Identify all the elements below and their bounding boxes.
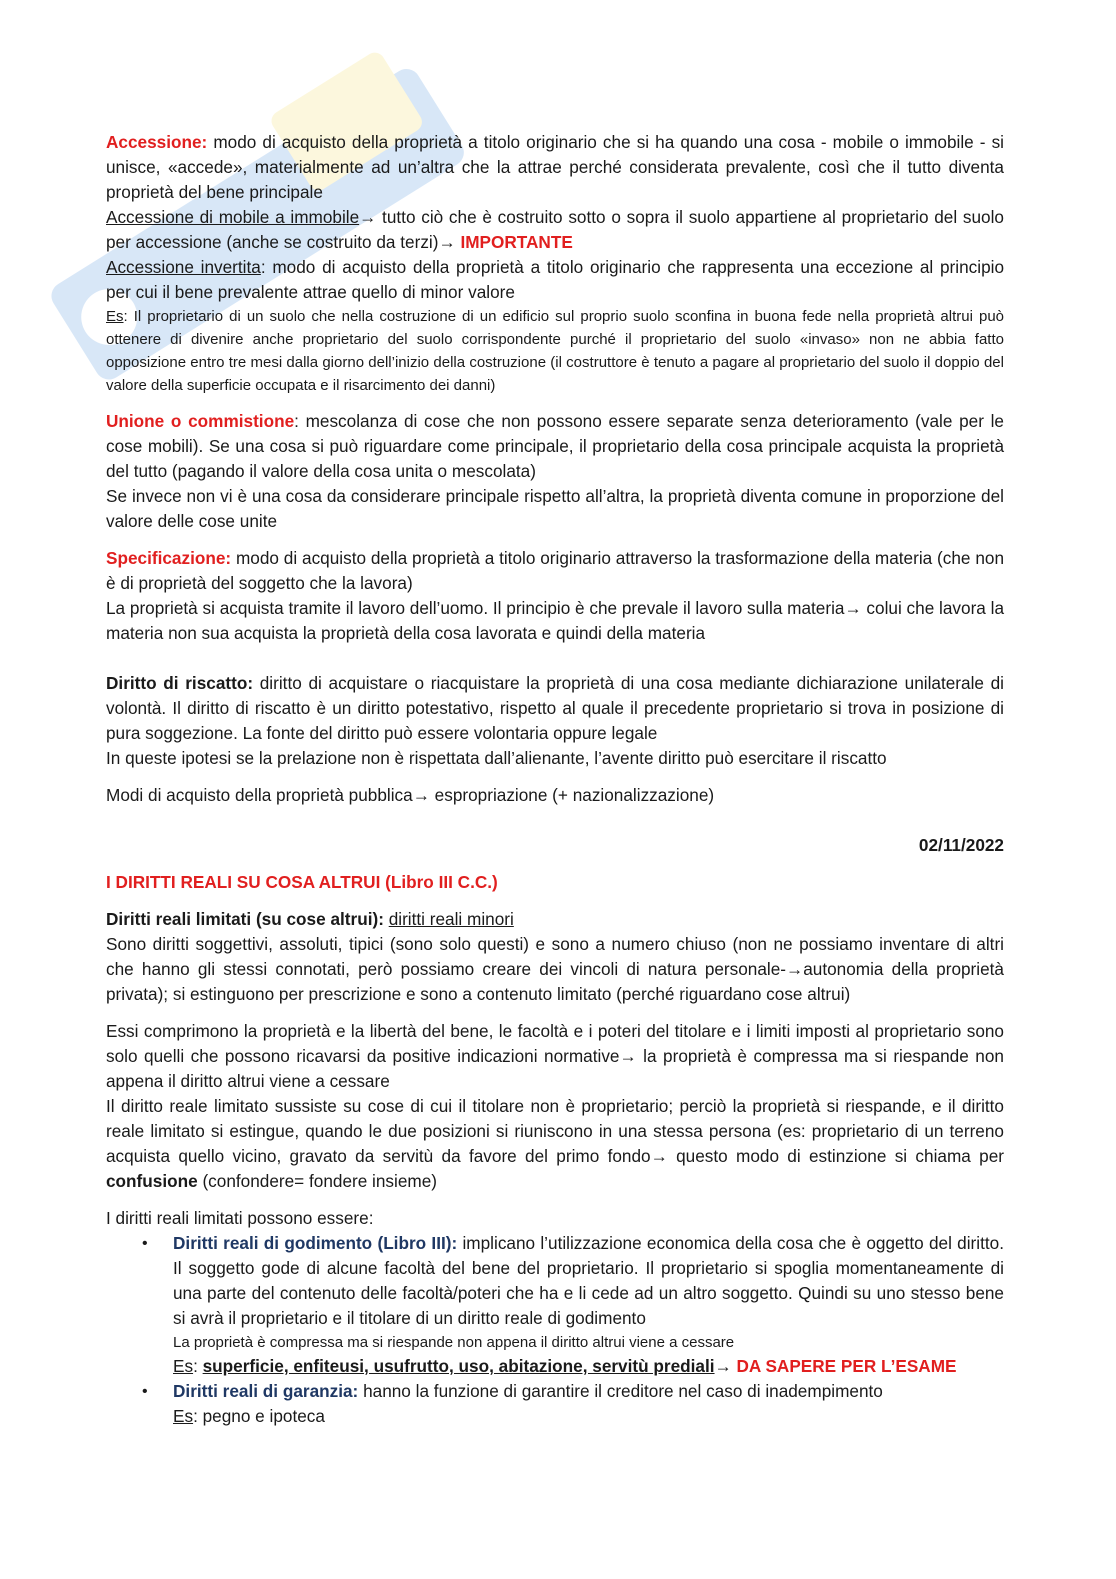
bullet-icon: • [142, 1235, 148, 1252]
example-list: superficie, enfiteusi, usufrutto, uso, abitazione, servitù prediali [202, 1356, 715, 1376]
arrow-icon: → [844, 598, 862, 618]
term-garanzia: Diritti reali di garanzia: [173, 1381, 359, 1401]
subterm-diritti-minori: diritti reali minori [388, 909, 514, 929]
label-es: Es [106, 308, 124, 325]
paragraph-accessione-mobile: Accessione di mobile a immobile→ tutto ciò che è costruito sotto o sopra il suolo appartiene al proprietario del suolo per accessione (anche se costruito da terzi)→ IMPORTANTE [106, 207, 1004, 252]
paragraph-unione-2: Se invece non vi è una cosa da considerare principale rispetto all’altra, la proprietà diventa comune in proporzione del valore delle cose unite [106, 486, 1004, 531]
term-godimento: Diritti reali di godimento (Libro III): [173, 1233, 458, 1253]
paragraph-comprimono: Essi comprimono la proprietà e la libertà del bene, le facoltà e i poteri del titolare e i limiti imposti al proprietario sono solo quelli che possono ricavarsi da positive indicazioni normative→ la proprietà è compressa ma si riespande non appena il diritto altrui viene a cessare [106, 1021, 1004, 1091]
example-godimento: Es: superficie, enfiteusi, usufrutto, uso, abitazione, servitù prediali→ DA SAPERE PER L’ESAME [173, 1356, 957, 1376]
paragraph-possono-essere: I diritti reali limitati possono essere: [106, 1208, 374, 1228]
paragraph-sussiste: Il diritto reale limitato sussiste su cose di cui il titolare non è proprietario; perciò la proprietà si riespande, e il diritto reale limitato si estingue, quando le due posizioni si riuniscono in una stessa persona (es: proprietario di un terreno acquista quello vicino, gravato da servitù da favore del primo fondo→ questo modo di estinzione si chiama per confusione (confondere= fondere insieme) [106, 1096, 1004, 1191]
paragraph-diritti-limitati-2: Sono diritti soggettivi, assoluti, tipici (sono solo questi) e sono a numero chiuso (non ne possiamo inventare di altri che hanno gli stessi connotati, però possiamo creare dei vincoli di natura personale-→autonomia della proprietà privata); si estinguono per prescrizione e sono a contenuto limitato (perché riguardano cose altrui) [106, 934, 1004, 1004]
date-label: 02/11/2022 [918, 835, 1004, 855]
term-specificazione: Specificazione: [106, 548, 232, 568]
term-riscatto: Diritto di riscatto: [106, 673, 254, 693]
arrow-icon: → [714, 1356, 732, 1376]
arrow-icon: → [650, 1146, 668, 1166]
note-proprieta-compressa: La proprietà è compressa ma si riespande non appena il diritto altrui viene a cessare [173, 1334, 735, 1351]
bullet-list [106, 1231, 1004, 1429]
paragraph-esempio-sconfinamento: Es: Il proprietario di un suolo che nella costruzione di un edificio sul proprio suolo sconfina in buona fede nella proprietà altrui può ottenere di divenire anche proprietario del suolo corrispondente purché il proprietario del suolo «invaso» non ne abbia fatto opposizione entro tre mesi dalla giorno dell’inizio della costruzione (il costruttore è tenuto a pagare al proprietario del suolo il doppio del valore della superficie occupata e il risarcimento dei danni) [106, 308, 1004, 394]
paragraph-specificazione-2: La proprietà si acquista tramite il lavoro dell’uomo. Il principio è che prevale il lavoro sulla materia→ colui che lavora la materia non sua acquista la proprietà della cosa lavorata e quindi della materia [106, 598, 1005, 643]
term-confusione: confusione [106, 1171, 198, 1191]
paragraph-riscatto-2: In queste ipotesi se la prelazione non è rispettata dall’alienante, l’avente diritto può esercitare il riscatto [106, 748, 887, 768]
label-es: Es [173, 1356, 194, 1376]
term-accessione-invertita: Accessione invertita [106, 257, 261, 277]
arrow-icon: → [438, 232, 456, 252]
arrow-icon: → [359, 207, 377, 227]
document-page [106, 130, 1004, 1429]
term-accessione-mobile: Accessione di mobile a immobile [106, 207, 360, 227]
list-item-garanzia: • Diritti reali di garanzia: hanno la funzione di garantire il creditore nel caso di inadempimento Es: pegno e ipoteca [173, 1379, 1004, 1429]
term-unione: Unione o commistione [106, 411, 295, 431]
label-es: Es [173, 1406, 194, 1426]
term-accessione: Accessione: [106, 132, 208, 152]
paragraph-riscatto: Diritto di riscatto: diritto di acquistare o riacquistare la proprietà di una cosa mediante dichiarazione unilaterale di volontà. Il diritto di riscatto è un diritto potestativo, rispetto al quale il precedente proprietario si trova in posizione di pura soggezione. La fonte del diritto può essere volontaria oppure legale [106, 673, 1005, 743]
bullet-icon: • [142, 1383, 148, 1400]
tag-importante: IMPORTANTE [460, 232, 573, 252]
example-garanzia: Es: pegno e ipoteca [173, 1406, 325, 1426]
list-item-godimento: • Diritti reali di godimento (Libro III): implicano l’utilizzazione economica della cosa che è oggetto del diritto. Il soggetto gode di alcune facoltà del bene del proprietario. Il proprietario si spoglia momentaneamente di una parte del contenuto delle facoltà/poteri che ha e li cede ad un altro soggetto. Quindi su uno stesso bene si avrà il proprietario e il titolare di un diritto reale di godimento La proprietà è compressa ma si riespande non appena il diritto altrui viene a cessare Es: superficie, enfiteusi, usufrutto, uso, abitazione, servitù prediali→ DA SAPERE PER L’ESAME [173, 1231, 1004, 1379]
arrow-icon: → [619, 1046, 637, 1066]
section-heading: I DIRITTI REALI SU COSA ALTRUI (Libro III C.C.) [106, 872, 498, 892]
paragraph-unione: Unione o commistione: mescolanza di cose che non possono essere separate senza deterioramento (vale per le cose mobili). Se una cosa si può riguardare come principale, il proprietario della cosa principale acquista la proprietà del tutto (pagando il valore della cosa unita o mescolata) [106, 411, 1004, 481]
paragraph-accessione: Accessione: modo di acquisto della proprietà a titolo originario che si ha quando una cosa - mobile o immobile - si unisce, «accede», materialmente ad un’altra che la attrae perché considerata prevalente, così che il tutto diventa proprietà del bene principale [106, 132, 1004, 202]
paragraph-proprieta-pubblica: Modi di acquisto della proprietà pubblica→ espropriazione (+ nazionalizzazione) [106, 785, 715, 805]
tag-esame: DA SAPERE PER L’ESAME [731, 1356, 957, 1376]
paragraph-accessione-invertita: Accessione invertita: modo di acquisto della proprietà a titolo originario che rappresenta una eccezione al principio per cui il bene prevalente attrae quello di minor valore [106, 257, 1004, 302]
arrow-icon: → [412, 785, 430, 805]
paragraph-diritti-limitati [106, 907, 1004, 932]
arrow-icon: → [786, 959, 804, 979]
paragraph-specificazione: Specificazione: modo di acquisto della proprietà a titolo originario attraverso la trasformazione della materia (che non è di proprietà del soggetto che la lavora) [106, 548, 1004, 593]
term-diritti-limitati: Diritti reali limitati (su cose altrui): [106, 909, 384, 929]
